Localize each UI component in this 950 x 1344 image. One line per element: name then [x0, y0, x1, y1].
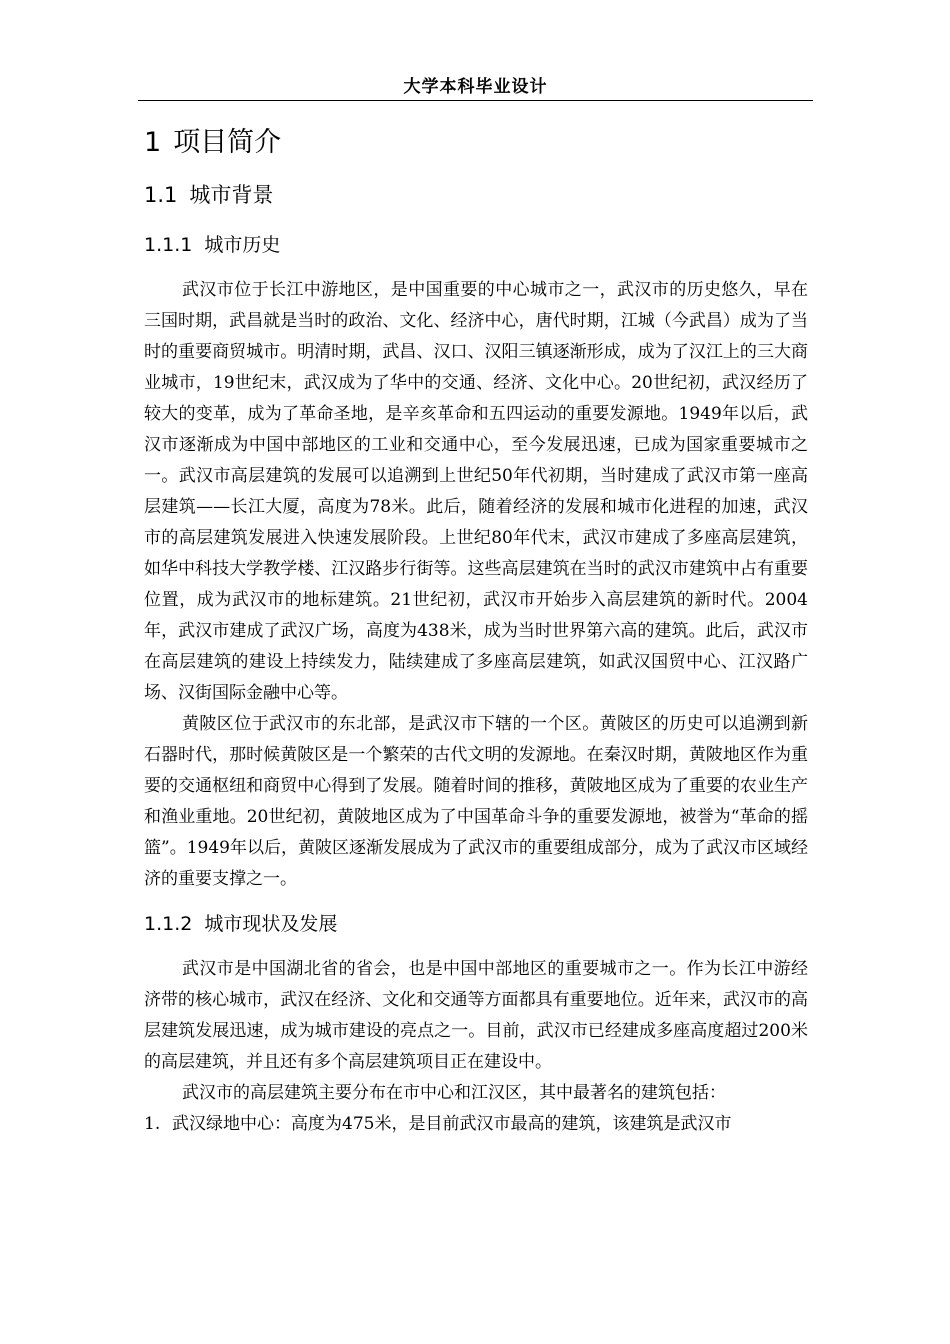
subsection-title: 城市历史 — [204, 234, 281, 256]
paragraph-wuhan-status: 武汉市是中国湖北省的省会，也是中国中部地区的重要城市之一。作为长江中游经济带的核心城市，武汉在经济、文化和交通等方面都具有重要地位。近年来，武汉市的高层建筑发展迅速，成为城市建设的亮点之一。目前，武汉市已经建成多座高度超过200米的高层建筑，并且还有多个高层建筑项目正在建设中。 — [144, 959, 808, 1072]
paragraph-huangpi-history: 黄陂区位于武汉市的东北部，是武汉市下辖的一个区。黄陂区的历史可以追溯到新石器时代，那时候黄陂区是一个繁荣的古代文明的发源地。在秦汉时期，黄陂地区作为重要的交通枢纽和商贸中心得到了发展。随着时间的推移，黄陂地区成为了重要的农业生产和渔业重地。20世纪初，黄陂地区成为了中国革命斗争的重要发源地，被誉为“革命的摇篮”。1949年以后，黄陂区逐渐发展成为了武汉市的重要组成部分，成为了武汉市区域经济的重要支撑之一。 — [144, 714, 808, 889]
chapter-heading — [144, 118, 808, 168]
section-heading — [144, 175, 808, 215]
page-content — [144, 118, 808, 1140]
paragraph-wuhan-history: 武汉市位于长江中游地区，是中国重要的中心城市之一，武汉市的历史悠久，早在三国时期，武昌就是当时的政治、文化、经济中心，唐代时期，江城（今武昌）成为了当时的重要商贸城市。明清时期，武昌、汉口、汉阳三镇逐渐形成，成为了汉江上的三大商业城市，19世纪末，武汉成为了华中的交通、经济、文化中心。20世纪初，武汉经历了较大的变革，成为了革命圣地，是辛亥革命和五四运动的重要发源地。1949年以后，武汉市逐渐成为中国中部地区的工业和交通中心，至今发展迅速，已成为国家重要城市之一。武汉市高层建筑的发展可以追溯到上世纪50年代初期，当时建成了武汉市第一座高层建筑——长江大厦，高度为78米。此后，随着经济的发展和城市化进程的加速，武汉市的高层建筑发展进入快速发展阶段。上世纪80年代末，武汉市建成了多座高层建筑，如华中科技大学教学楼、江汉路步行街等。这些高层建筑在当时的武汉市建筑中占有重要位置，成为武汉市的地标建筑。21世纪初，武汉市开始步入高层建筑的新时代。2004年，武汉市建成了武汉广场，高度为438米，成为当时世界第六高的建筑。此后，武汉市在高层建筑的建设上持续发力，陆续建成了多座高层建筑，如武汉国贸中心、江汉路广场、汉街国际金融中心等。 — [144, 280, 808, 703]
header-rule — [138, 100, 813, 101]
list-item-text: 武汉绿地中心：高度为475米，是目前武汉市最高的建筑，该建筑是武汉市 — [172, 1114, 732, 1134]
paragraph-highrise-distribution: 武汉市的高层建筑主要分布在市中心和江汉区，其中最著名的建筑包括： — [182, 1083, 726, 1103]
page-header: 大学本科毕业设计 — [403, 77, 548, 97]
list-item — [144, 1109, 808, 1140]
section-number: 1.1 — [144, 183, 178, 207]
chapter-number: 1 — [144, 127, 162, 158]
chapter-title: 项目简介 — [173, 127, 282, 158]
subsection-heading-history — [144, 226, 808, 264]
subsection-title: 城市现状及发展 — [204, 913, 338, 935]
subsection-number: 1.1.2 — [144, 913, 193, 935]
subsection-heading-status — [144, 905, 808, 943]
subsection-number: 1.1.1 — [144, 234, 193, 256]
list-marker: 1. — [144, 1114, 161, 1134]
section-title: 城市背景 — [189, 183, 274, 207]
